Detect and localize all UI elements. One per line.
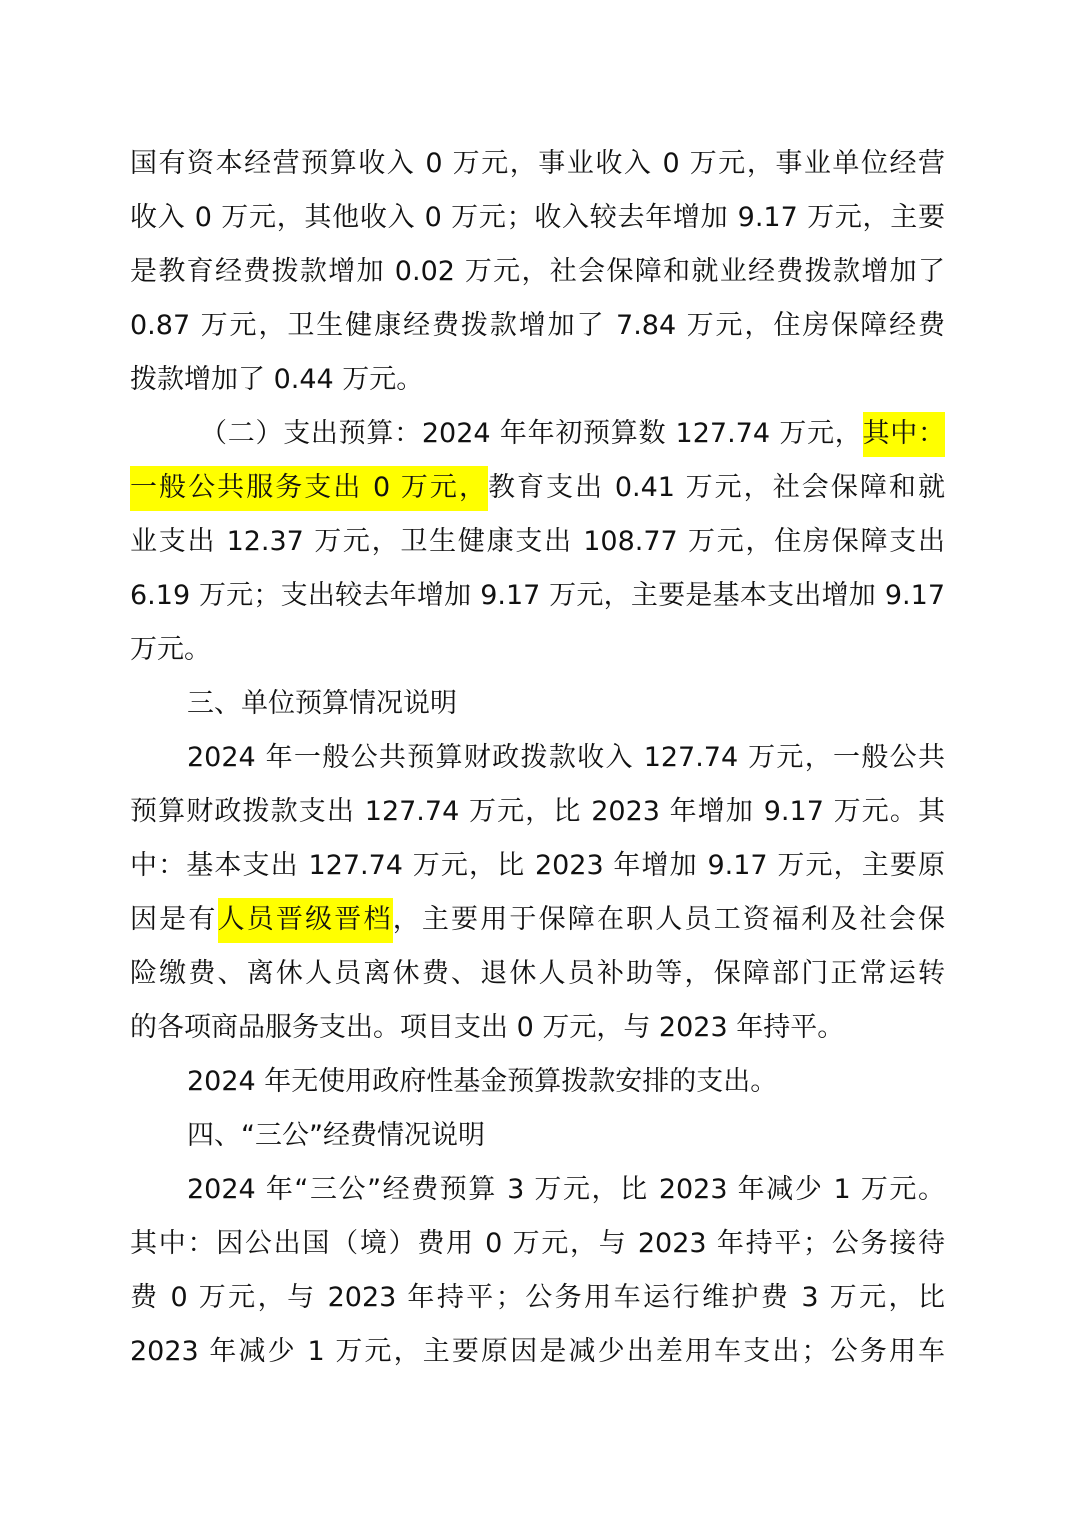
highlighted-text: 其中： [863, 412, 945, 457]
text-line: 2024 年一般公共预算财政拨款收入 127.74 万元，一般公共 [187, 742, 945, 773]
text-line: 中：基本支出 127.74 万元，比 2023 年增加 9.17 万元，主要原 [130, 850, 945, 881]
text-line: 业支出 12.37 万元，卫生健康支出 108.77 万元，住房保障支出 [130, 526, 945, 557]
text-line: 的各项商品服务支出。项目支出 0 万元，与 2023 年持平。 [130, 1012, 845, 1043]
text-line [130, 893, 945, 947]
document-page [130, 137, 945, 1379]
expense-budget-heading: （二）支出预算：2024 年年初预算数 127.74 万元， [200, 418, 863, 449]
text-line: 预算财政拨款支出 127.74 万元，比 2023 年增加 9.17 万元。其 [130, 796, 945, 827]
text-line: 是教育经费拨款增加 0.02 万元，社会保障和就业经费拨款增加了 [130, 256, 945, 287]
text-segment: ，主要用于保障在职人员工资福利及社会保 [392, 904, 945, 935]
section-heading: 三、单位预算情况说明 [187, 688, 457, 719]
text-line [130, 461, 945, 515]
highlighted-text: 人员晋级晋档 [218, 898, 393, 943]
text-line: 万元。 [130, 634, 211, 665]
text-line: 收入 0 万元，其他收入 0 万元；收入较去年增加 9.17 万元，主要 [130, 202, 945, 233]
text-line: 2023 年减少 1 万元，主要原因是减少出差用车支出；公务用车 [130, 1336, 945, 1367]
text-segment: 因是有 [130, 904, 218, 935]
text-line: 险缴费、离休人员离休费、退休人员补助等，保障部门正常运转 [130, 958, 945, 989]
text-line: 拨款增加了 0.44 万元。 [130, 364, 424, 395]
text-line: 国有资本经营预算收入 0 万元，事业收入 0 万元，事业单位经营 [130, 148, 945, 179]
text-line [130, 407, 945, 461]
text-line: 0.87 万元，卫生健康经费拨款增加了 7.84 万元，住房保障经费 [130, 310, 945, 341]
text-line: 2024 年“三公”经费预算 3 万元，比 2023 年减少 1 万元。 [187, 1174, 945, 1205]
section-heading: 四、“三公”经费情况说明 [187, 1120, 485, 1151]
text-segment: 教育支出 0.41 万元，社会保障和就 [488, 472, 945, 503]
highlighted-text: 一般公共服务支出 0 万元， [130, 466, 488, 511]
text-line: 其中：因公出国（境）费用 0 万元，与 2023 年持平；公务接待 [130, 1228, 945, 1259]
text-line: 费 0 万元，与 2023 年持平；公务用车运行维护费 3 万元，比 [130, 1282, 945, 1313]
text-line: 6.19 万元；支出较去年增加 9.17 万元，主要是基本支出增加 9.17 [130, 580, 945, 611]
text-line: 2024 年无使用政府性基金预算拨款安排的支出。 [187, 1066, 778, 1097]
